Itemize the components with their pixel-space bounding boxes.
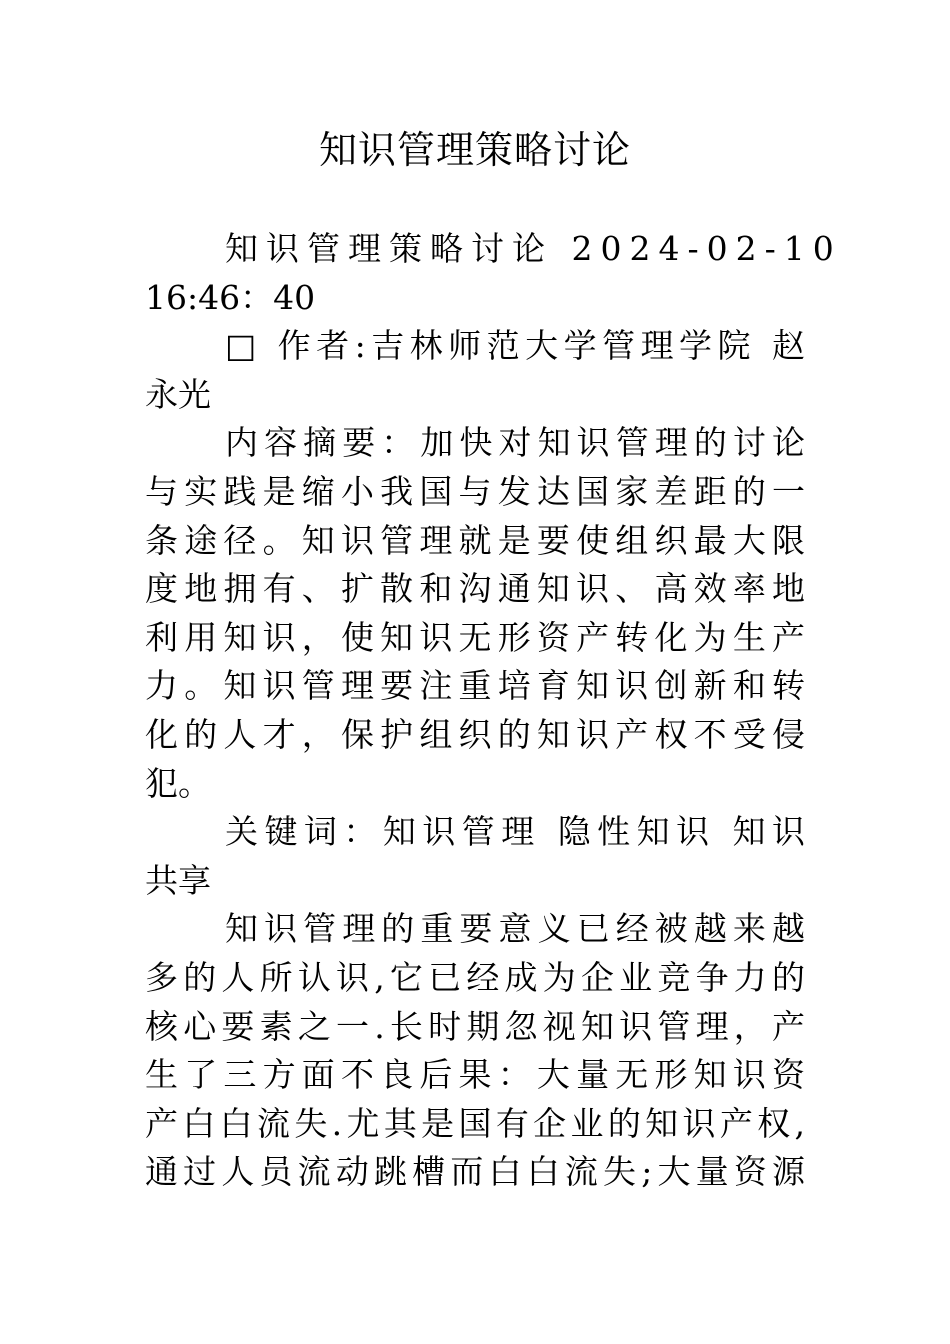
author-line-continued: 永光 <box>145 374 211 414</box>
abstract-line: 犯。 <box>145 763 211 803</box>
body-paragraph-line: 通过人员流动跳槽而白白流失;大量资源 <box>145 1152 805 1192</box>
abstract-line: 内容摘要：加快对知识管理的讨论 <box>225 423 805 463</box>
body-paragraph-line: 生了三方面不良后果：大量无形知识资 <box>145 1055 805 1095</box>
abstract-line: 条途径。知识管理就是要使组织最大限 <box>145 520 805 560</box>
timestamp-line: 16:46：40 <box>145 277 316 317</box>
abstract-line: 化的人才，保护组织的知识产权不受侵 <box>145 714 805 754</box>
body-paragraph-line: 核心要素之一.长时期忽视知识管理，产 <box>145 1006 805 1046</box>
keywords-line: 关键词：知识管理 隐性知识 知识 <box>225 812 805 852</box>
keywords-line-continued: 共享 <box>145 860 211 900</box>
header-line: 知识管理策略讨论 2024-02-10 <box>225 229 842 268</box>
abstract-line: 力。知识管理要注重培育知识创新和转 <box>145 666 805 706</box>
abstract-line: 与实践是缩小我国与发达国家差距的一 <box>145 471 805 511</box>
body-paragraph-line: 产白白流失.尤其是国有企业的知识产权, <box>145 1103 805 1143</box>
author-line: □ 作者:吉林师范大学管理学院 赵 <box>225 326 805 366</box>
body-paragraph-line: 知识管理的重要意义已经被越来越 <box>225 909 805 949</box>
document-title: 知识管理策略讨论 <box>318 128 631 172</box>
document-body <box>145 225 842 1197</box>
abstract-line: 利用知识，使知识无形资产转化为生产 <box>145 617 805 657</box>
body-paragraph-line: 多的人所认识,它已经成为企业竞争力的 <box>145 957 805 997</box>
abstract-line: 度地拥有、扩散和沟通知识、高效率地 <box>145 569 805 609</box>
